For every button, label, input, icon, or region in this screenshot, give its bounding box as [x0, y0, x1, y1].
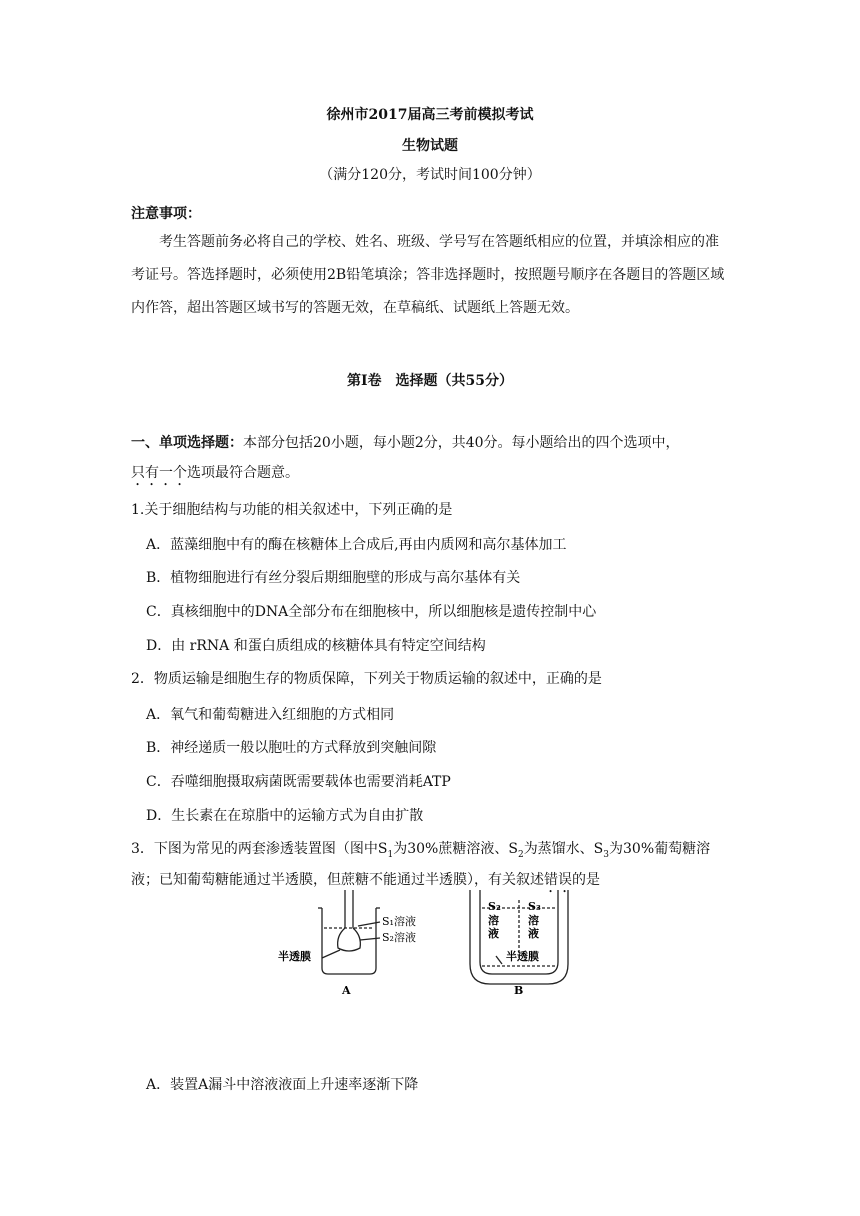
question-3-emphasis: 错误	[544, 872, 572, 888]
device-a-label: A	[342, 984, 351, 997]
device-b-s2-label: S₂	[488, 900, 501, 913]
device-b-membrane-label: 半透膜	[506, 950, 539, 963]
device-a	[318, 890, 380, 974]
exam-info: （满分120分，考试时间100分钟）	[319, 167, 541, 183]
question-2-stem: 2．物质运输是细胞生存的物质保障，下列关于物质运输的叙述中，正确的是	[131, 671, 602, 687]
question-2-option-b: B．神经递质一般以胞吐的方式释放到突触间隙	[146, 740, 437, 756]
question-2-option-d: D．生长素在在琼脂中的运输方式为自由扩散	[146, 808, 424, 824]
section1-label: 一、单项选择题：	[131, 435, 243, 451]
notice-body: 考生答题前务必将自己的学校、姓名、班级、学号写在答题纸相应的位置，并填涂相应的准考证号。答选择题时，必须使用2B铅笔填涂；答非选择题时，按照题号顺序在各题目的答题区域内作答，超出答题区域书写的答题无效，在草稿纸、试题纸上答题无效。	[131, 234, 725, 316]
part1-title: 第Ⅰ卷 选择题（共55分）	[346, 373, 514, 389]
section1-text: 本部分包括20小题，每小题2分，共40分。每小题给出的四个选项中，	[243, 435, 680, 451]
question-1-stem: 1.关于细胞结构与功能的相关叙述中，下列正确的是	[131, 502, 453, 518]
question-3-option-a: A．装置A漏斗中溶液液面上升速率逐渐下降	[146, 1077, 419, 1093]
device-b-s3-char2: 液	[528, 927, 539, 940]
device-a-membrane-label: 半透膜	[278, 950, 311, 963]
section1-line2	[131, 462, 299, 489]
question-2-option-c: C．吞噬细胞摄取病菌既需要载体也需要消耗ATP	[146, 774, 451, 790]
exam-subject: 生物试题	[402, 138, 458, 154]
question-1-option-b: B．植物细胞进行有丝分裂后期细胞壁的形成与高尔基体有关	[146, 570, 521, 586]
question-1-option-d: D．由 rRNA 和蛋白质组成的核糖体具有特定空间结构	[146, 638, 486, 654]
device-a-s2-label: S₂溶液	[382, 931, 416, 944]
section1-intro	[131, 432, 680, 452]
device-b-s2-char1: 溶	[488, 914, 499, 927]
question-1-option-a: A．蓝藻细胞中有的酶在核糖体上合成后,再由内质网和高尔基体加工	[146, 537, 567, 553]
device-b-label: B	[514, 984, 524, 997]
question-3-stem-line2: 液；已知葡萄糖能通过半透膜，但蔗糖不能通过半透膜），有关叙述错误的是	[131, 872, 600, 888]
section1-rest: 选项最符合题意。	[187, 465, 299, 481]
question-1-option-c: C．真核细胞中的DNA全部分布在细胞核中，所以细胞核是遗传控制中心	[146, 604, 597, 620]
question-3-stem: 3．下图为常见的两套渗透装置图（图中$S_1$为30%蔗糖溶液、$S_2$为蒸馏水、$S_3$为30%葡萄糖溶	[131, 841, 711, 860]
section1-emphasis: 只有一个	[131, 465, 187, 481]
device-b-s3-char1: 溶	[528, 914, 539, 927]
exam-title: 徐州市2017届高三考前模拟考试	[326, 107, 534, 123]
device-a-s1-label: S₁溶液	[382, 915, 416, 928]
notice-heading: 注意事项：	[131, 206, 201, 222]
device-b-s3-label: S₃	[528, 900, 541, 913]
device-b-s2-char2: 液	[488, 927, 499, 940]
device-b	[470, 890, 568, 984]
question-2-option-a: A．氧气和葡萄糖进入红细胞的方式相同	[146, 707, 395, 723]
osmosis-diagram	[270, 888, 590, 1000]
